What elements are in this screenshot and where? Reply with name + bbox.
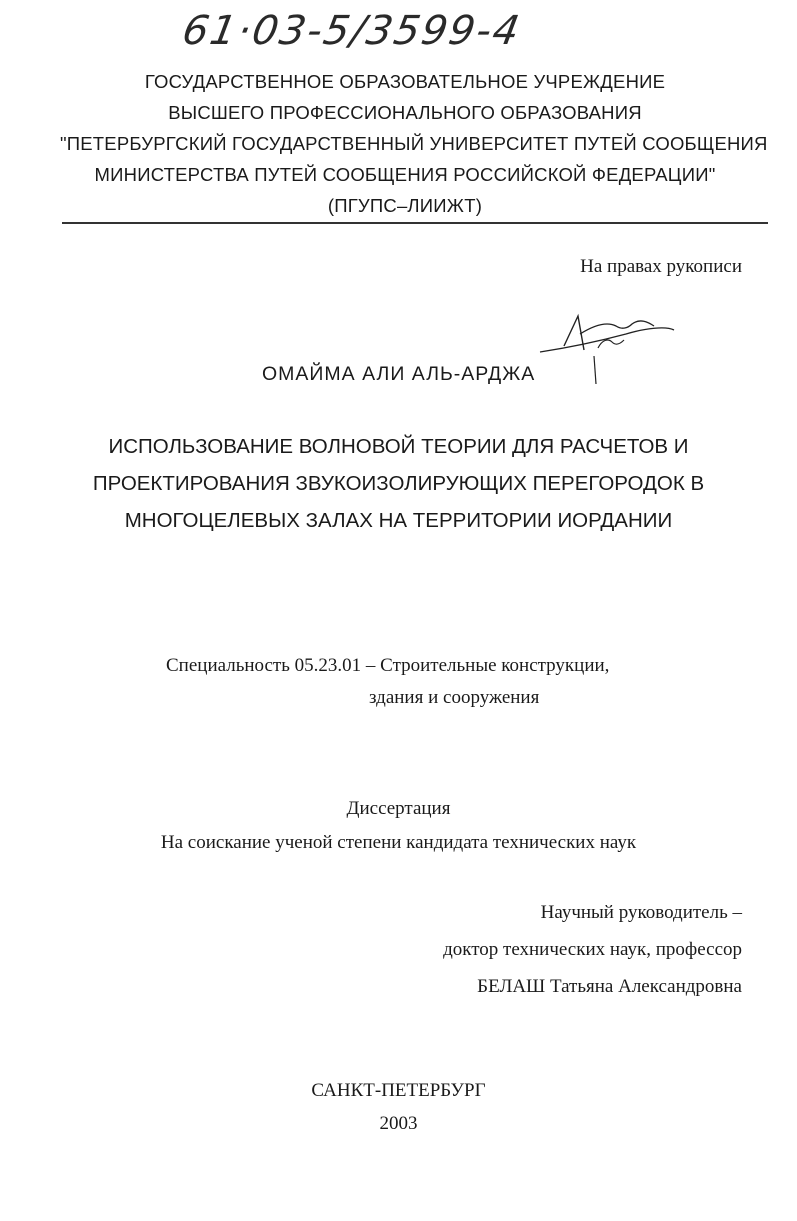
city: САНКТ-ПЕТЕРБУРГ <box>311 1080 486 1101</box>
dissertation-heading: Диссертация <box>346 798 451 819</box>
dissertation-label <box>0 792 797 860</box>
author-name: ОМАЙМА АЛИ АЛЬ-АРДЖА <box>262 363 536 385</box>
organization-line: (ПГУПС–ЛИИЖТ) <box>327 195 483 216</box>
specialty-line: Специальность 05.23.01 – Строительные конструкции, <box>166 655 610 676</box>
specialty-line: здания и сооружения <box>369 687 540 708</box>
header-divider <box>62 222 768 224</box>
degree-line: На соискание ученой степени кандидата технических наук <box>160 832 637 853</box>
supervisor-name: БЕЛАШ Татьяна Александровна <box>477 976 742 997</box>
organization-line: ВЫСШЕГО ПРОФЕССИОНАЛЬНОГО ОБРАЗОВАНИЯ <box>168 102 642 123</box>
organization-line: "ПЕТЕРБУРГСКИЙ ГОСУДАРСТВЕННЫЙ УНИВЕРСИТЕТ ПУТЕЙ СООБЩЕНИЯ <box>60 133 768 154</box>
rights-note: На правах рукописи <box>580 256 742 277</box>
organization-line: МИНИСТЕРСТВА ПУТЕЙ СООБЩЕНИЯ РОССИЙСКОЙ ФЕДЕРАЦИИ" <box>94 164 716 185</box>
place-and-year <box>0 1074 797 1140</box>
dissertation-title <box>40 428 757 539</box>
supervisor <box>443 894 742 1005</box>
supervisor-role: Научный руководитель – <box>540 902 742 923</box>
title-line: ПРОЕКТИРОВАНИЯ ЗВУКОИЗОЛИРУЮЩИХ ПЕРЕГОРОДОК В <box>92 472 705 495</box>
year: 2003 <box>379 1113 418 1134</box>
supervisor-degree: доктор технических наук, профессор <box>443 939 742 960</box>
title-line: МНОГОЦЕЛЕВЫХ ЗАЛАХ НА ТЕРРИТОРИИ ИОРДАНИИ <box>124 509 673 532</box>
specialty <box>166 650 609 714</box>
organization-header <box>60 66 768 221</box>
organization-line: ГОСУДАРСТВЕННОЕ ОБРАЗОВАТЕЛЬНОЕ УЧРЕЖДЕНИЕ <box>144 71 666 92</box>
title-line: ИСПОЛЬЗОВАНИЕ ВОЛНОВОЙ ТЕОРИИ ДЛЯ РАСЧЕТОВ И <box>108 435 689 458</box>
signature-icon <box>536 306 686 386</box>
handwritten-archive-code: 61·03-5/3599-4 <box>178 8 525 54</box>
